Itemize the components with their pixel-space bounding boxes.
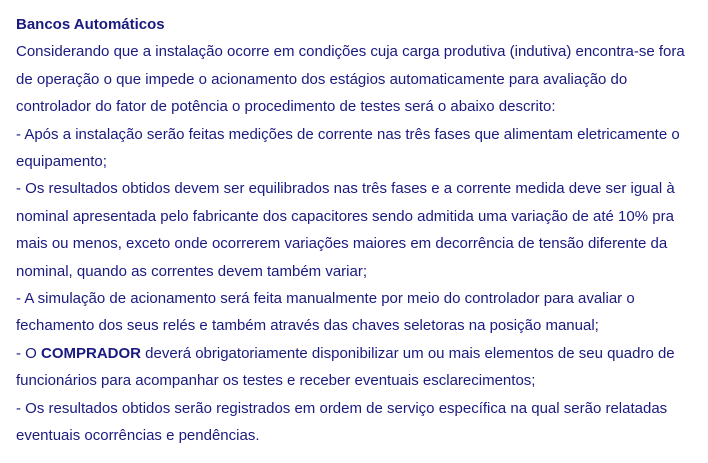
- list-item: - Após a instalação serão feitas medições de corrente nas três fases que alimentam eletricamente o equipamento;: [16, 125, 680, 171]
- list-item: - A simulação de acionamento será feita manualmente por meio do controlador para avaliar o fechamento dos seus relés e também através das chaves seletoras na posição manual;: [16, 290, 635, 335]
- list-item: - Os resultados obtidos serão registrados em ordem de serviço específica na qual serão relatadas eventuais ocorrências e pendências.: [16, 399, 668, 445]
- intro-paragraph: Considerando que a instalação ocorre em condições cuja carga produtiva (indutiva) encontra-se fora de operação o que impede o acionamento dos estágios automaticamente para avaliação do controlador do fator de potência o procedimento de testes será o abaixo descrito:: [16, 43, 685, 116]
- section-title: Bancos Automáticos: [16, 16, 165, 33]
- list-item: - Os resultados obtidos devem ser equilibrados nas três fases e a corrente medida deve ser igual à nominal apresentada pelo fabricante dos capacitores sendo admitida uma variação de até 10% pra mais ou menos, exceto onde ocorrerem variações maiores em decorrência de tensão diferente da nominal, quando as correntes devem também variar;: [16, 180, 675, 280]
- emphasis-comprador: COMPRADOR: [41, 344, 141, 362]
- list-item: [16, 340, 696, 395]
- list-item-suffix: deverá obrigatoriamente disponibilizar um ou mais elementos de seu quadro de funcionários para acompanhar os testes e receber eventuais esclarecimentos;: [16, 344, 675, 390]
- list-item-prefix: - O: [16, 344, 41, 362]
- document-body: [16, 11, 696, 450]
